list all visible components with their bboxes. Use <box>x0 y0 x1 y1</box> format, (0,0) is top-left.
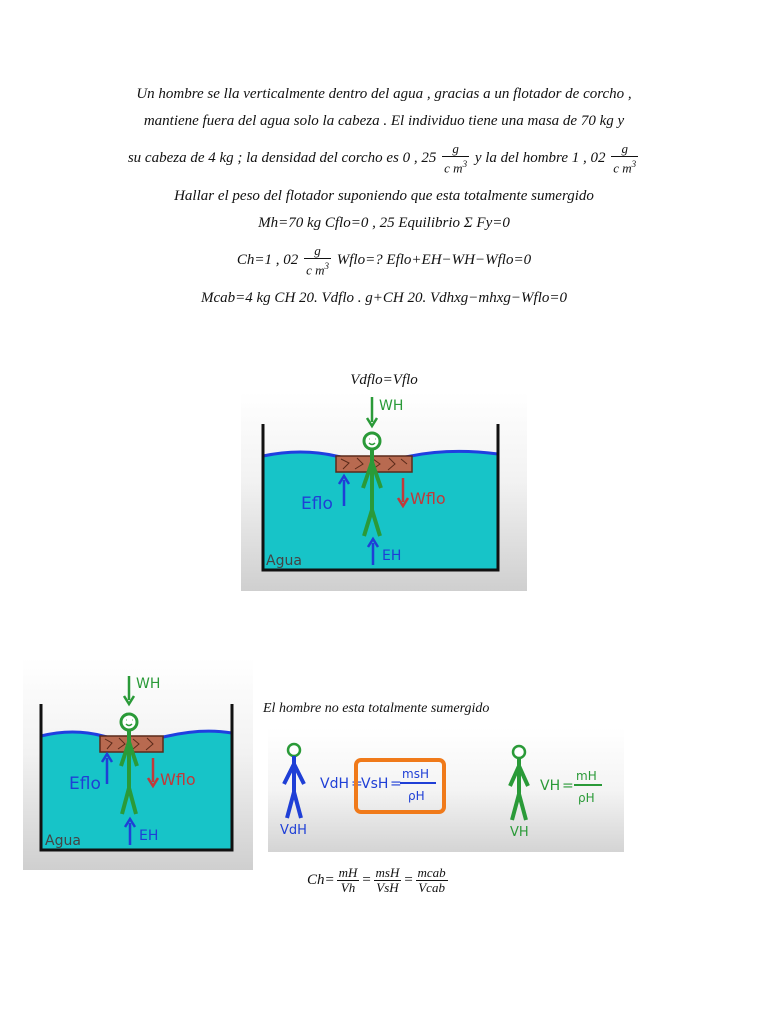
figure-volume-relations <box>268 728 624 852</box>
label-eflo: Eflo <box>301 494 333 514</box>
unit-num: g <box>442 142 469 157</box>
final-frac-1: $\frac{mH}{Vh}$ <box>338 865 358 895</box>
left-label: VdH <box>280 823 307 838</box>
problem-line-6-a: Ch=1 , 02 <box>236 252 299 269</box>
label-wflo: Wflo <box>410 489 446 508</box>
problem-line-3-b: y la del hombre 1 , 02 <box>474 150 606 167</box>
problem-line-6-b: Wflo=? Eflo+EH−WH−Wflo=0 <box>336 252 532 269</box>
unit-den: c $m^3$ <box>444 159 468 176</box>
right-label: VH <box>510 825 529 840</box>
box-eq-lhs: VdH <box>320 776 349 792</box>
box-eq-equals-2: = <box>390 776 402 792</box>
label-agua: Agua <box>45 833 81 849</box>
box-eq-equals-1: = <box>351 776 363 792</box>
right-eq-lhs: VH <box>540 778 561 794</box>
density-unit-fraction-2 <box>611 142 638 175</box>
problem-line-3-a: su cabeza de 4 kg ; la densidad del corcho es 0 , 25 <box>127 150 437 167</box>
blue-person-head <box>288 744 300 756</box>
final-equation: Ch= $\frac{mH}{Vh}$ = $\frac{\text{msH}}{\text{VsH}}$ = $\frac{\text{mcab}}{\text{Vcab}}$ <box>307 865 446 895</box>
label-wh: WH <box>136 676 161 692</box>
figure-floating-man-2 <box>23 658 253 870</box>
figure-floating-man-1 <box>241 392 527 591</box>
box-num: msH <box>402 767 429 781</box>
right-eq-equals: = <box>562 778 574 794</box>
green-person-head <box>513 746 525 758</box>
box-den: ρH <box>408 789 425 803</box>
problem-line-5: Mh=70 kg Cflo=0 , 25 Equilibrio Σ Fy=0 <box>258 215 510 231</box>
problem-line-2: mantiene fuera del agua solo la cabeza . El individuo tiene una masa de 70 kg y <box>143 113 625 129</box>
right-num: mH <box>576 769 597 783</box>
box-eq-mid: VsH <box>361 776 389 792</box>
density-unit-fraction <box>442 142 469 175</box>
unit-den-3: c $m^3$ <box>306 261 329 278</box>
man-head <box>364 433 380 449</box>
problem-line-4: Hallar el peso del flotador suponiendo que esta totalmente sumergido <box>174 188 594 204</box>
unit-num-3: g <box>304 244 331 259</box>
man-head <box>121 714 137 730</box>
right-den: ρH <box>578 791 595 805</box>
label-eh: EH <box>139 828 159 844</box>
problem-line-1: Un hombre se lla verticalmente dentro del agua , gracias a un flotador de corcho , <box>136 86 632 102</box>
label-agua: Agua <box>266 553 302 569</box>
label-wflo: Wflo <box>160 770 196 789</box>
problem-line-3 <box>0 142 768 175</box>
label-wh: WH <box>379 398 404 414</box>
eq-vd: Vdflo=Vflo <box>350 372 418 388</box>
label-eflo: Eflo <box>69 774 101 794</box>
density-unit-fraction-3 <box>304 244 331 277</box>
problem-line-7: Mcab=4 kg CH 20. Vdflo . g+CH 20. Vdhxg−mhxg−Wflo=0 <box>201 290 567 306</box>
final-eq-lhs: Ch= <box>307 871 335 888</box>
caption: El hombre no esta totalmente sumergido <box>263 701 490 716</box>
final-frac-2: $\frac{\text{msH}}{\text{VsH}}$ <box>375 865 400 895</box>
label-eh: EH <box>382 548 402 564</box>
final-frac-3: $\frac{\text{mcab}}{\text{Vcab}}$ <box>417 865 446 895</box>
unit-num-2: g <box>611 142 638 157</box>
problem-line-6 <box>0 244 768 277</box>
unit-den-2: c $m^3$ <box>613 159 637 176</box>
